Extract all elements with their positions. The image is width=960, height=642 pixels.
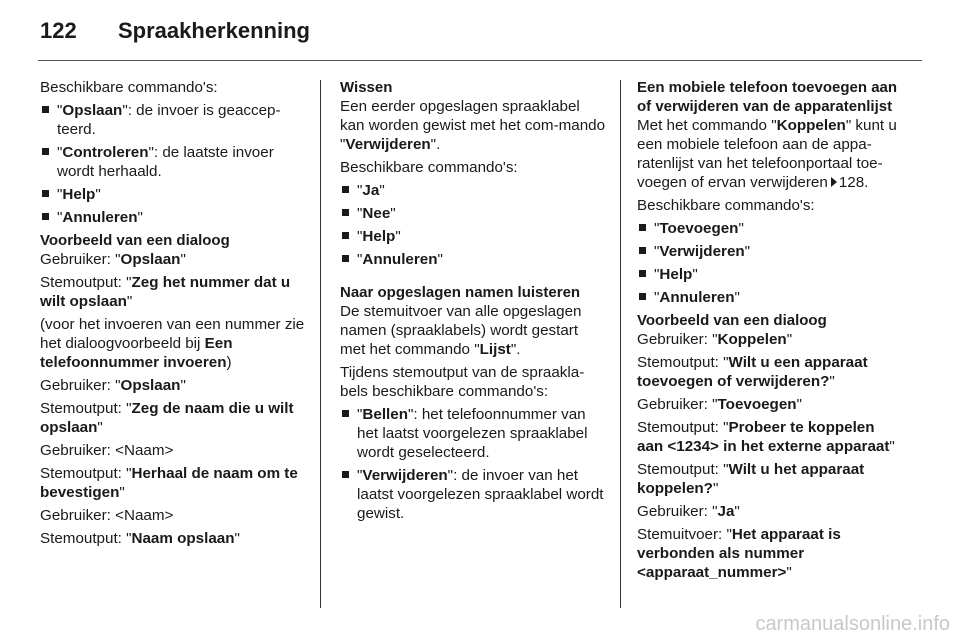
dialog-line: Gebruiker: <Naam> <box>40 442 174 459</box>
spacer <box>340 273 606 283</box>
commands-intro: Beschikbare commando's: <box>340 159 518 176</box>
command-list <box>340 405 606 523</box>
dialog-line: Stemoutput: "Zeg de naam die u wilt opslaan" <box>40 400 294 436</box>
bullet-square-icon <box>342 410 349 417</box>
page-title: Spraakherkenning <box>118 18 310 43</box>
command-item: "Annuleren" <box>637 288 903 307</box>
bullet-square-icon <box>639 247 646 254</box>
command-list <box>40 101 308 227</box>
section-heading: Een mobiele telefoon toevoegen aan of verwijderen van de apparatenlijst <box>637 79 898 115</box>
column-divider-2 <box>620 80 621 608</box>
command-list <box>637 219 903 307</box>
section-heading: Wissen <box>340 79 393 96</box>
section-heading: Naar opgeslagen namen luisteren <box>340 284 581 301</box>
command-item: "Verwijderen" <box>637 242 903 261</box>
dialog-line: Stemuitvoer: "Het apparaat is verbonden als nummer <apparaat_nummer>" <box>637 526 841 581</box>
page-reference-arrow-icon <box>831 177 837 187</box>
bullet-square-icon <box>42 148 49 155</box>
bullet-square-icon <box>42 106 49 113</box>
dialog-line: Gebruiker: "Opslaan" <box>40 251 186 268</box>
header-rule <box>38 60 922 61</box>
bullet-square-icon <box>639 270 646 277</box>
page-number: 122 <box>40 18 77 43</box>
commands-intro: Beschikbare commando's: <box>40 79 218 96</box>
command-item: "Bellen": het telefoonnummer van het laatst voorgelezen spraaklabel wordt geselecteerd. <box>340 405 606 462</box>
bullet-square-icon <box>639 224 646 231</box>
column-3 <box>637 78 903 586</box>
column-2 <box>340 78 606 527</box>
dialog-line: Gebruiker: "Toevoegen" <box>637 396 802 413</box>
dialog-line: Gebruiker: "Ja" <box>637 503 740 520</box>
dialog-line: Gebruiker: "Opslaan" <box>40 377 186 394</box>
command-item: "Nee" <box>340 204 606 223</box>
dialog-line: Stemoutput: "Zeg het nummer dat u wilt opslaan" <box>40 274 291 310</box>
dialog-line: Stemoutput: "Herhaal de naam om te bevestigen" <box>40 465 298 501</box>
bullet-square-icon <box>342 255 349 262</box>
bullet-square-icon <box>42 213 49 220</box>
bullet-square-icon <box>639 293 646 300</box>
command-list <box>340 181 606 269</box>
bullet-square-icon <box>342 209 349 216</box>
dialog-line: Stemoutput: "Naam opslaan" <box>40 530 240 547</box>
dialog-line: Stemoutput: "Probeer te koppelen aan <1234> in het externe apparaat" <box>637 419 895 455</box>
section-heading: Voorbeeld van een dialoog <box>40 232 230 249</box>
dialog-line: Stemoutput: "Wilt u een apparaat toevoegen of verwijderen?" <box>637 354 868 390</box>
bullet-square-icon <box>42 190 49 197</box>
paragraph: De stemuitvoer van alle opgeslagen namen (spraaklabels) wordt gestart met het commando "Lijst". <box>340 303 582 358</box>
bullet-square-icon <box>342 232 349 239</box>
command-item: "Verwijderen": de invoer van het laatst voorgelezen spraaklabel wordt gewist. <box>340 466 606 523</box>
command-item: "Annuleren" <box>340 250 606 269</box>
bullet-square-icon <box>342 186 349 193</box>
commands-intro: Beschikbare commando's: <box>637 197 815 214</box>
dialog-line: Gebruiker: "Koppelen" <box>637 331 793 348</box>
watermark: carmanualsonline.info <box>755 613 950 635</box>
bullet-square-icon <box>342 471 349 478</box>
page-reference-link[interactable]: 128. <box>838 174 869 191</box>
column-1 <box>40 78 308 552</box>
command-item: "Help" <box>637 265 903 284</box>
command-item: "Controleren": de laatste invoer wordt herhaald. <box>40 143 308 181</box>
paragraph: Tijdens stemoutput van de spraakla-bels beschikbare commando's: <box>340 364 585 400</box>
dialog-line: Stemoutput: "Wilt u het apparaat koppelen?" <box>637 461 865 497</box>
column-divider-1 <box>320 80 321 608</box>
command-item: "Annuleren" <box>40 208 308 227</box>
command-item: "Ja" <box>340 181 606 200</box>
command-item: "Help" <box>340 227 606 246</box>
command-item: "Help" <box>40 185 308 204</box>
dialog-line: (voor het invoeren van een nummer zie het dialoogvoorbeeld bij Een telefoonnummer invoeren) <box>40 316 305 371</box>
paragraph: Een eerder opgeslagen spraaklabel kan worden gewist met het com-mando "Verwijderen". <box>340 98 606 153</box>
paragraph: Met het commando "Koppelen" kunt u een mobiele telefoon aan de appa-ratenlijst van het telefoonportaal toe-voegen of ervan verwijderen 128. <box>637 117 897 191</box>
command-item: "Toevoegen" <box>637 219 903 238</box>
dialog-line: Gebruiker: <Naam> <box>40 507 174 524</box>
section-heading: Voorbeeld van een dialoog <box>637 312 827 329</box>
command-item: "Opslaan": de invoer is geaccep-teerd. <box>40 101 308 139</box>
